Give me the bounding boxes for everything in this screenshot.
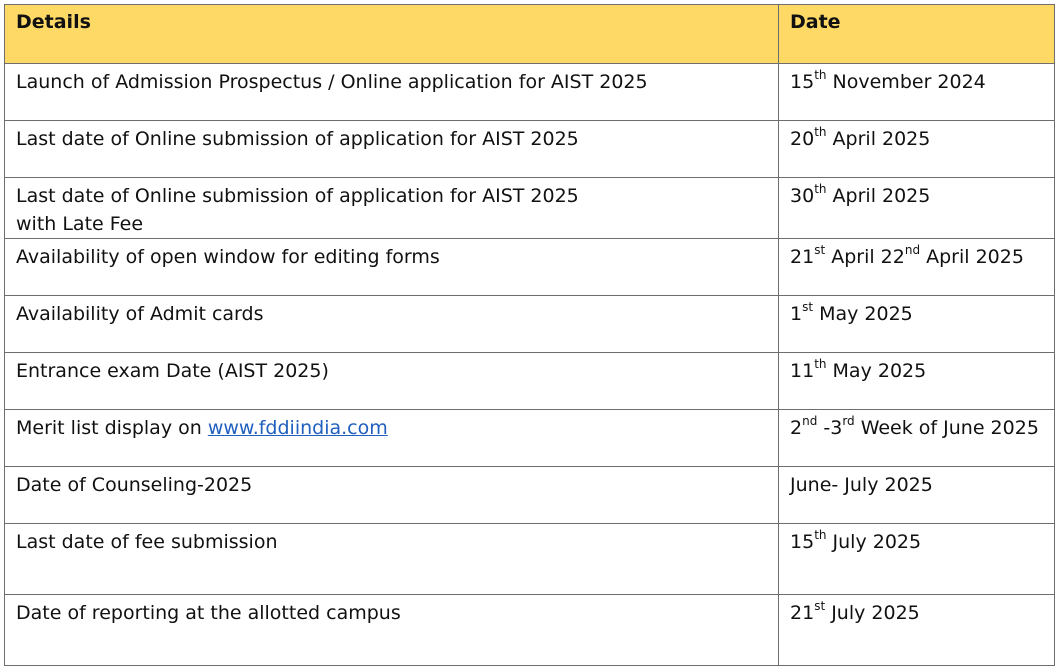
date-day: 2 (790, 417, 803, 439)
date-rest: April 2025 (826, 185, 931, 207)
date-cell: June- July 2025 (779, 467, 1055, 524)
date-cell (779, 178, 1055, 239)
date-day: 21 (790, 602, 815, 624)
details-cell: Availability of open window for editing forms (5, 239, 779, 296)
date-ordinal-suffix: nd (802, 413, 818, 428)
table-row (5, 296, 1055, 353)
date-cell (779, 353, 1055, 410)
table-body (5, 64, 1055, 666)
table-row (5, 239, 1055, 296)
details-cell (5, 410, 779, 467)
date-ordinal-suffix: st (814, 242, 826, 257)
date-day: 11 (790, 360, 815, 382)
date-ordinal-suffix: st (814, 598, 826, 613)
details-cell: Entrance exam Date (AIST 2025) (5, 353, 779, 410)
date-middle: -3 (817, 417, 843, 439)
table-row (5, 524, 1055, 595)
date-cell (779, 64, 1055, 121)
date-day: 15 (790, 71, 815, 93)
date-cell (779, 296, 1055, 353)
details-cell: Date of reporting at the allotted campus (5, 595, 779, 666)
date-ordinal-suffix: rd (842, 413, 855, 428)
details-cell: Availability of Admit cards (5, 296, 779, 353)
date-day: 1 (790, 303, 803, 325)
date-ordinal-suffix: nd (904, 242, 921, 257)
table-row (5, 64, 1055, 121)
admission-schedule-table (4, 4, 1055, 666)
date-ordinal-suffix: st (802, 299, 814, 314)
date-day: 30 (790, 185, 815, 207)
table-row (5, 178, 1055, 239)
date-rest: April 2025 (920, 246, 1024, 268)
date-rest: July 2025 (826, 531, 922, 553)
details-cell: Date of Counseling-2025 (5, 467, 779, 524)
date-ordinal-suffix: th (814, 356, 827, 371)
date-rest: May 2025 (826, 360, 927, 382)
date-cell (779, 595, 1055, 666)
details-column-header: Details (5, 5, 779, 64)
table-row (5, 353, 1055, 410)
date-cell (779, 121, 1055, 178)
details-cell: Last date of fee submission (5, 524, 779, 595)
table-row (5, 410, 1055, 467)
date-cell (779, 524, 1055, 595)
date-ordinal-suffix: th (814, 67, 827, 82)
table-row (5, 595, 1055, 666)
fddi-website-link[interactable]: www.fddiindia.com (207, 417, 388, 439)
date-day: 20 (790, 128, 815, 150)
table-row (5, 467, 1055, 524)
table-header (5, 5, 1055, 64)
details-text: Merit list display on (16, 417, 208, 439)
date-rest: May 2025 (813, 303, 913, 325)
date-day: 15 (790, 531, 815, 553)
date-ordinal-suffix: th (814, 181, 827, 196)
date-rest: November 2024 (826, 71, 986, 93)
details-line: with Late Fee (16, 213, 144, 235)
header-row (5, 5, 1055, 64)
date-column-header: Date (779, 5, 1055, 64)
date-cell (779, 239, 1055, 296)
date-middle: April 22 (825, 246, 905, 268)
details-cell: Launch of Admission Prospectus / Online application for AIST 2025 (5, 64, 779, 121)
date-cell (779, 410, 1055, 467)
table-row (5, 121, 1055, 178)
date-rest: July 2025 (825, 602, 920, 624)
date-day: 21 (790, 246, 815, 268)
details-line: Last date of Online submission of application for AIST 2025 (16, 185, 579, 207)
details-cell: Last date of Online submission of application for AIST 2025 (5, 121, 779, 178)
date-ordinal-suffix: th (814, 124, 827, 139)
date-ordinal-suffix: th (814, 527, 827, 542)
date-rest: Week of June 2025 (854, 417, 1039, 439)
date-rest: April 2025 (826, 128, 931, 150)
details-cell (5, 178, 779, 239)
